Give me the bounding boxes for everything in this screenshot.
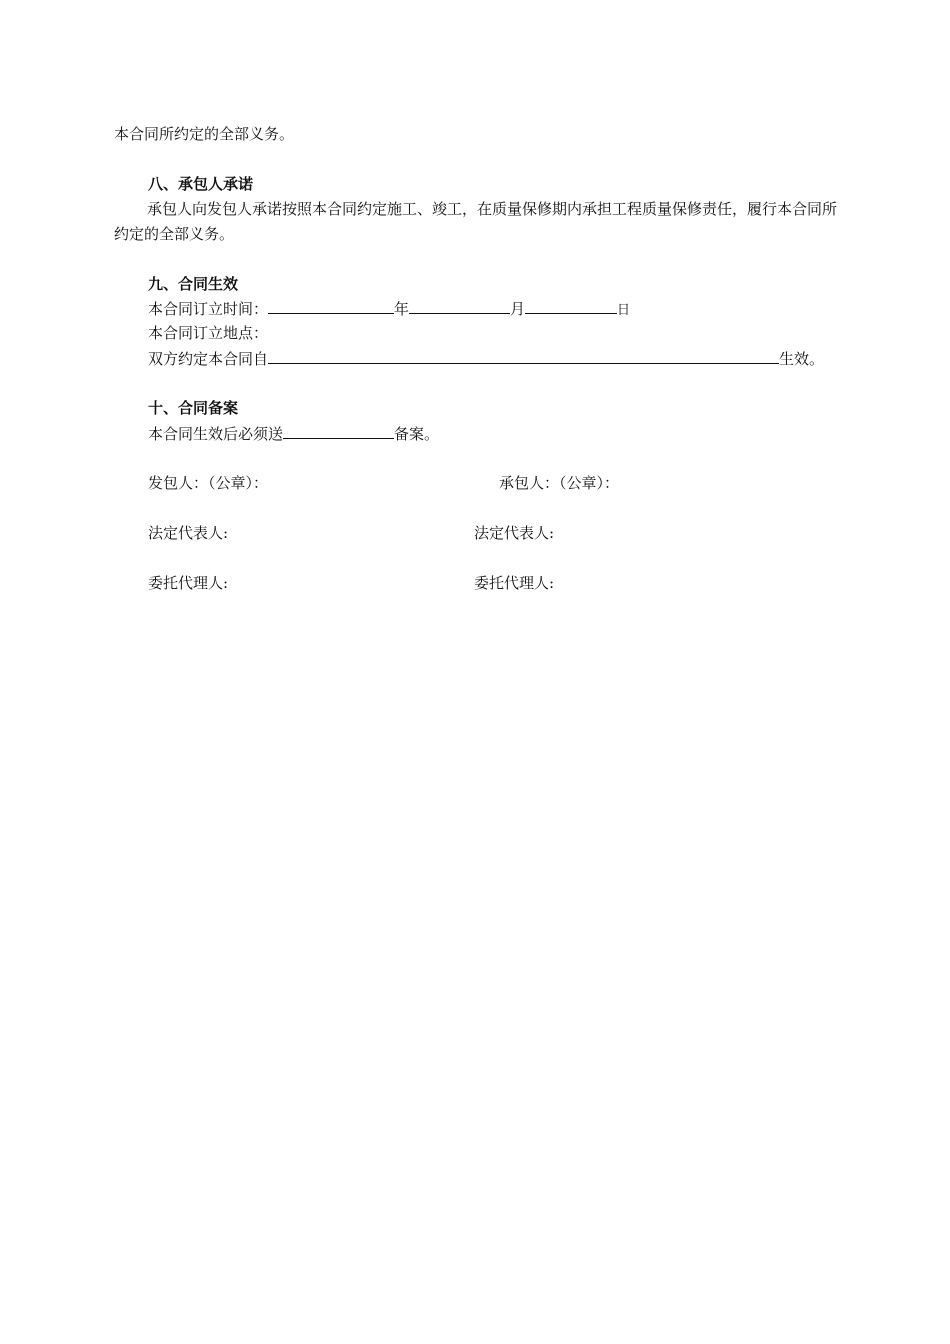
employer-seal-label: 发包人：（公章）： <box>148 474 269 492</box>
effective-condition-blank[interactable] <box>268 348 779 364</box>
section-8-heading: 八、承包人承诺 <box>148 175 254 193</box>
filing-suffix: 备案。 <box>394 425 440 443</box>
contractor-seal-label: 承包人：（公章）： <box>499 474 620 492</box>
signing-place-label: 本合同订立地点： <box>148 324 269 342</box>
section-8-body <box>114 197 837 247</box>
filing-line <box>148 423 439 443</box>
signing-date-label: 本合同订立时间： <box>148 300 269 318</box>
signing-date-line <box>148 298 630 318</box>
employer-agent-label: 委托代理人: <box>148 574 229 592</box>
effective-prefix: 双方约定本合同自 <box>148 350 269 368</box>
filing-authority-blank[interactable] <box>283 423 394 439</box>
contractor-agent-label: 委托代理人: <box>474 574 555 592</box>
month-label: 月 <box>510 300 526 318</box>
contractor-legal-rep-label: 法定代表人: <box>474 524 555 542</box>
section-9-heading: 九、合同生效 <box>148 275 239 293</box>
day-label: 日 <box>617 303 631 318</box>
employer-legal-rep-label: 法定代表人: <box>148 524 229 542</box>
year-label: 年 <box>394 300 410 318</box>
continuation-text: 本合同所约定的全部义务。 <box>114 125 295 143</box>
effective-suffix: 生效。 <box>779 350 825 368</box>
day-blank[interactable] <box>525 298 617 314</box>
year-blank[interactable] <box>268 298 394 314</box>
section-10-heading: 十、合同备案 <box>148 399 239 417</box>
filing-prefix: 本合同生效后必须送 <box>148 425 284 443</box>
month-blank[interactable] <box>409 298 510 314</box>
effective-line <box>148 348 824 368</box>
section-8-body-text: 承包人向发包人承诺按照本合同约定施工、竣工，在质量保修期内承担工程质量保修责任，履行本合同所约定的全部义务。 <box>114 200 838 243</box>
